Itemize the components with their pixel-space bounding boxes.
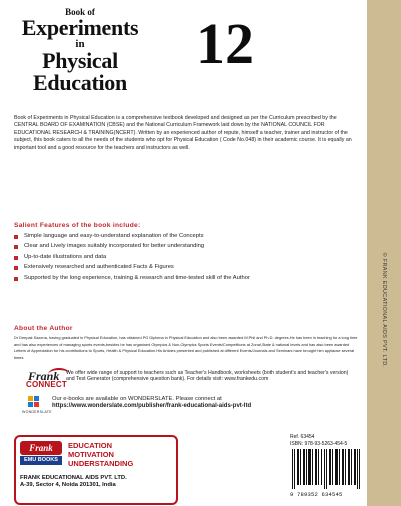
emu-line-motivation: MOTIVATION bbox=[68, 450, 114, 459]
feature-text: Clear and Lively images suitably incorporated for better understanding bbox=[24, 243, 205, 250]
emu-tagline bbox=[68, 441, 133, 468]
isbn-number: ISBN: 978-93-5263-454-5 bbox=[290, 441, 348, 447]
wonderslate-icon bbox=[28, 396, 40, 408]
feature-item bbox=[14, 243, 359, 251]
feature-item bbox=[14, 233, 359, 241]
feature-item bbox=[14, 254, 359, 262]
frank-connect-logo-top: Frank bbox=[28, 369, 60, 383]
bullet-icon bbox=[14, 266, 18, 270]
title-line5: Education bbox=[33, 70, 127, 95]
feature-text: Simple language and easy-to-understand explanation of the Concepts bbox=[24, 233, 204, 239]
publisher-details bbox=[20, 475, 170, 490]
bullet-icon bbox=[14, 256, 18, 260]
features-list bbox=[14, 233, 359, 285]
wonderslate-text bbox=[52, 396, 357, 411]
title-line2: Experiments bbox=[21, 15, 139, 40]
title-line3: in bbox=[75, 38, 85, 50]
grade-number: 12 bbox=[196, 11, 254, 76]
wonderslate-logo bbox=[22, 396, 52, 416]
features-heading: Salient Features of the book include: bbox=[14, 222, 141, 229]
feature-text: Up-to-date illustrations and data bbox=[24, 253, 107, 260]
emu-line-education: EDUCATION bbox=[68, 441, 113, 450]
feature-item bbox=[14, 275, 359, 283]
barcode-digits: 9 789352 634545 bbox=[290, 491, 343, 498]
wonderslate-line1: Our e-books are available on WONDERSLATE. Please connect at bbox=[52, 396, 222, 402]
bullet-icon bbox=[14, 245, 18, 249]
publisher-name: FRANK EDUCATIONAL AIDS PVT. LTD. bbox=[20, 475, 127, 481]
feature-item bbox=[14, 264, 359, 272]
emu-books-badge: EMU BOOKS bbox=[20, 456, 62, 465]
spine-copyright: © FRANK EDUCATIONAL AIDS PVT. LTD. bbox=[381, 252, 387, 368]
wonderslate-url[interactable]: https://www.wonderslate.com/publisher/frank-educational-aids-pvt-ltd bbox=[52, 403, 252, 410]
connect-description: We offer wide range of support to teachers such as Teacher's Handbook, worksheets (both student's and teacher's version) and Test Generator (comprehensive question bank). For details visit: www.frankedu.com bbox=[66, 370, 349, 383]
publisher-box bbox=[14, 435, 178, 505]
connect-section bbox=[14, 368, 359, 428]
reference-number: Ref. 63454 bbox=[290, 434, 315, 440]
barcode-icon bbox=[290, 449, 362, 489]
emu-line-understanding: UNDERSTANDING bbox=[68, 459, 134, 468]
title-line1: Book of bbox=[65, 7, 95, 17]
author-bio: Dr Deepak Saxena, having graduated in Physical Education, has obtained PG Diploma in Physical Education and also been awarded M.Phil and Ph.D. degrees.He has been in teaching for a long time and has also experiences of managing sports events,besides he has organised Olympics & Non-Olympics Sports Events/Competitions at Zonal,State & national levels and has also been awarded Letters of Appreciation for his contributions to Sports, Health & Physical Education.His Articles presented and published at different Events/Journals and Seminars have brought him applause several times. bbox=[14, 335, 358, 360]
book-title bbox=[14, 8, 146, 94]
publisher-address: A-39, Sector 4, Noida 201301, India bbox=[20, 482, 116, 489]
title-line4: Physical bbox=[42, 48, 118, 73]
feature-text: Supported by the long experience, training & research and time-tested skill of the Author bbox=[24, 274, 250, 281]
frank-connect-logo-bottom: CONNECT bbox=[26, 380, 67, 389]
bullet-icon bbox=[14, 277, 18, 281]
frank-badge: Frank bbox=[20, 441, 62, 455]
intro-paragraph: Book of Experiments in Physical Education is a comprehensive textbook developed and designed as per the Curriculum prescribed by the CENTRAL BOARD OF EXAMINATION (CBSE) and the National Curriculum Framework laid down by the NATIONAL COUNCIL FOR EDUCATIONAL RESEARCH & TRAINING(NCERT). Written by an experienced author of repute, himself a teacher, trainer and instructor of the subject, this book caters to all the needs of the students who opt for Physical Education ( Code No.048) in their academic course. It is equally an important tool and a good resource for the teachers and instructors as well. bbox=[14, 115, 352, 151]
author-heading: About the Author bbox=[14, 325, 73, 332]
barcode-panel bbox=[290, 434, 362, 500]
feature-text: Extensively researched and authenticated Facts & Figures bbox=[24, 264, 174, 271]
wonderslate-logo-text: WONDERSLATE bbox=[22, 410, 52, 414]
bullet-icon bbox=[14, 235, 18, 239]
frank-connect-logo bbox=[18, 368, 68, 390]
